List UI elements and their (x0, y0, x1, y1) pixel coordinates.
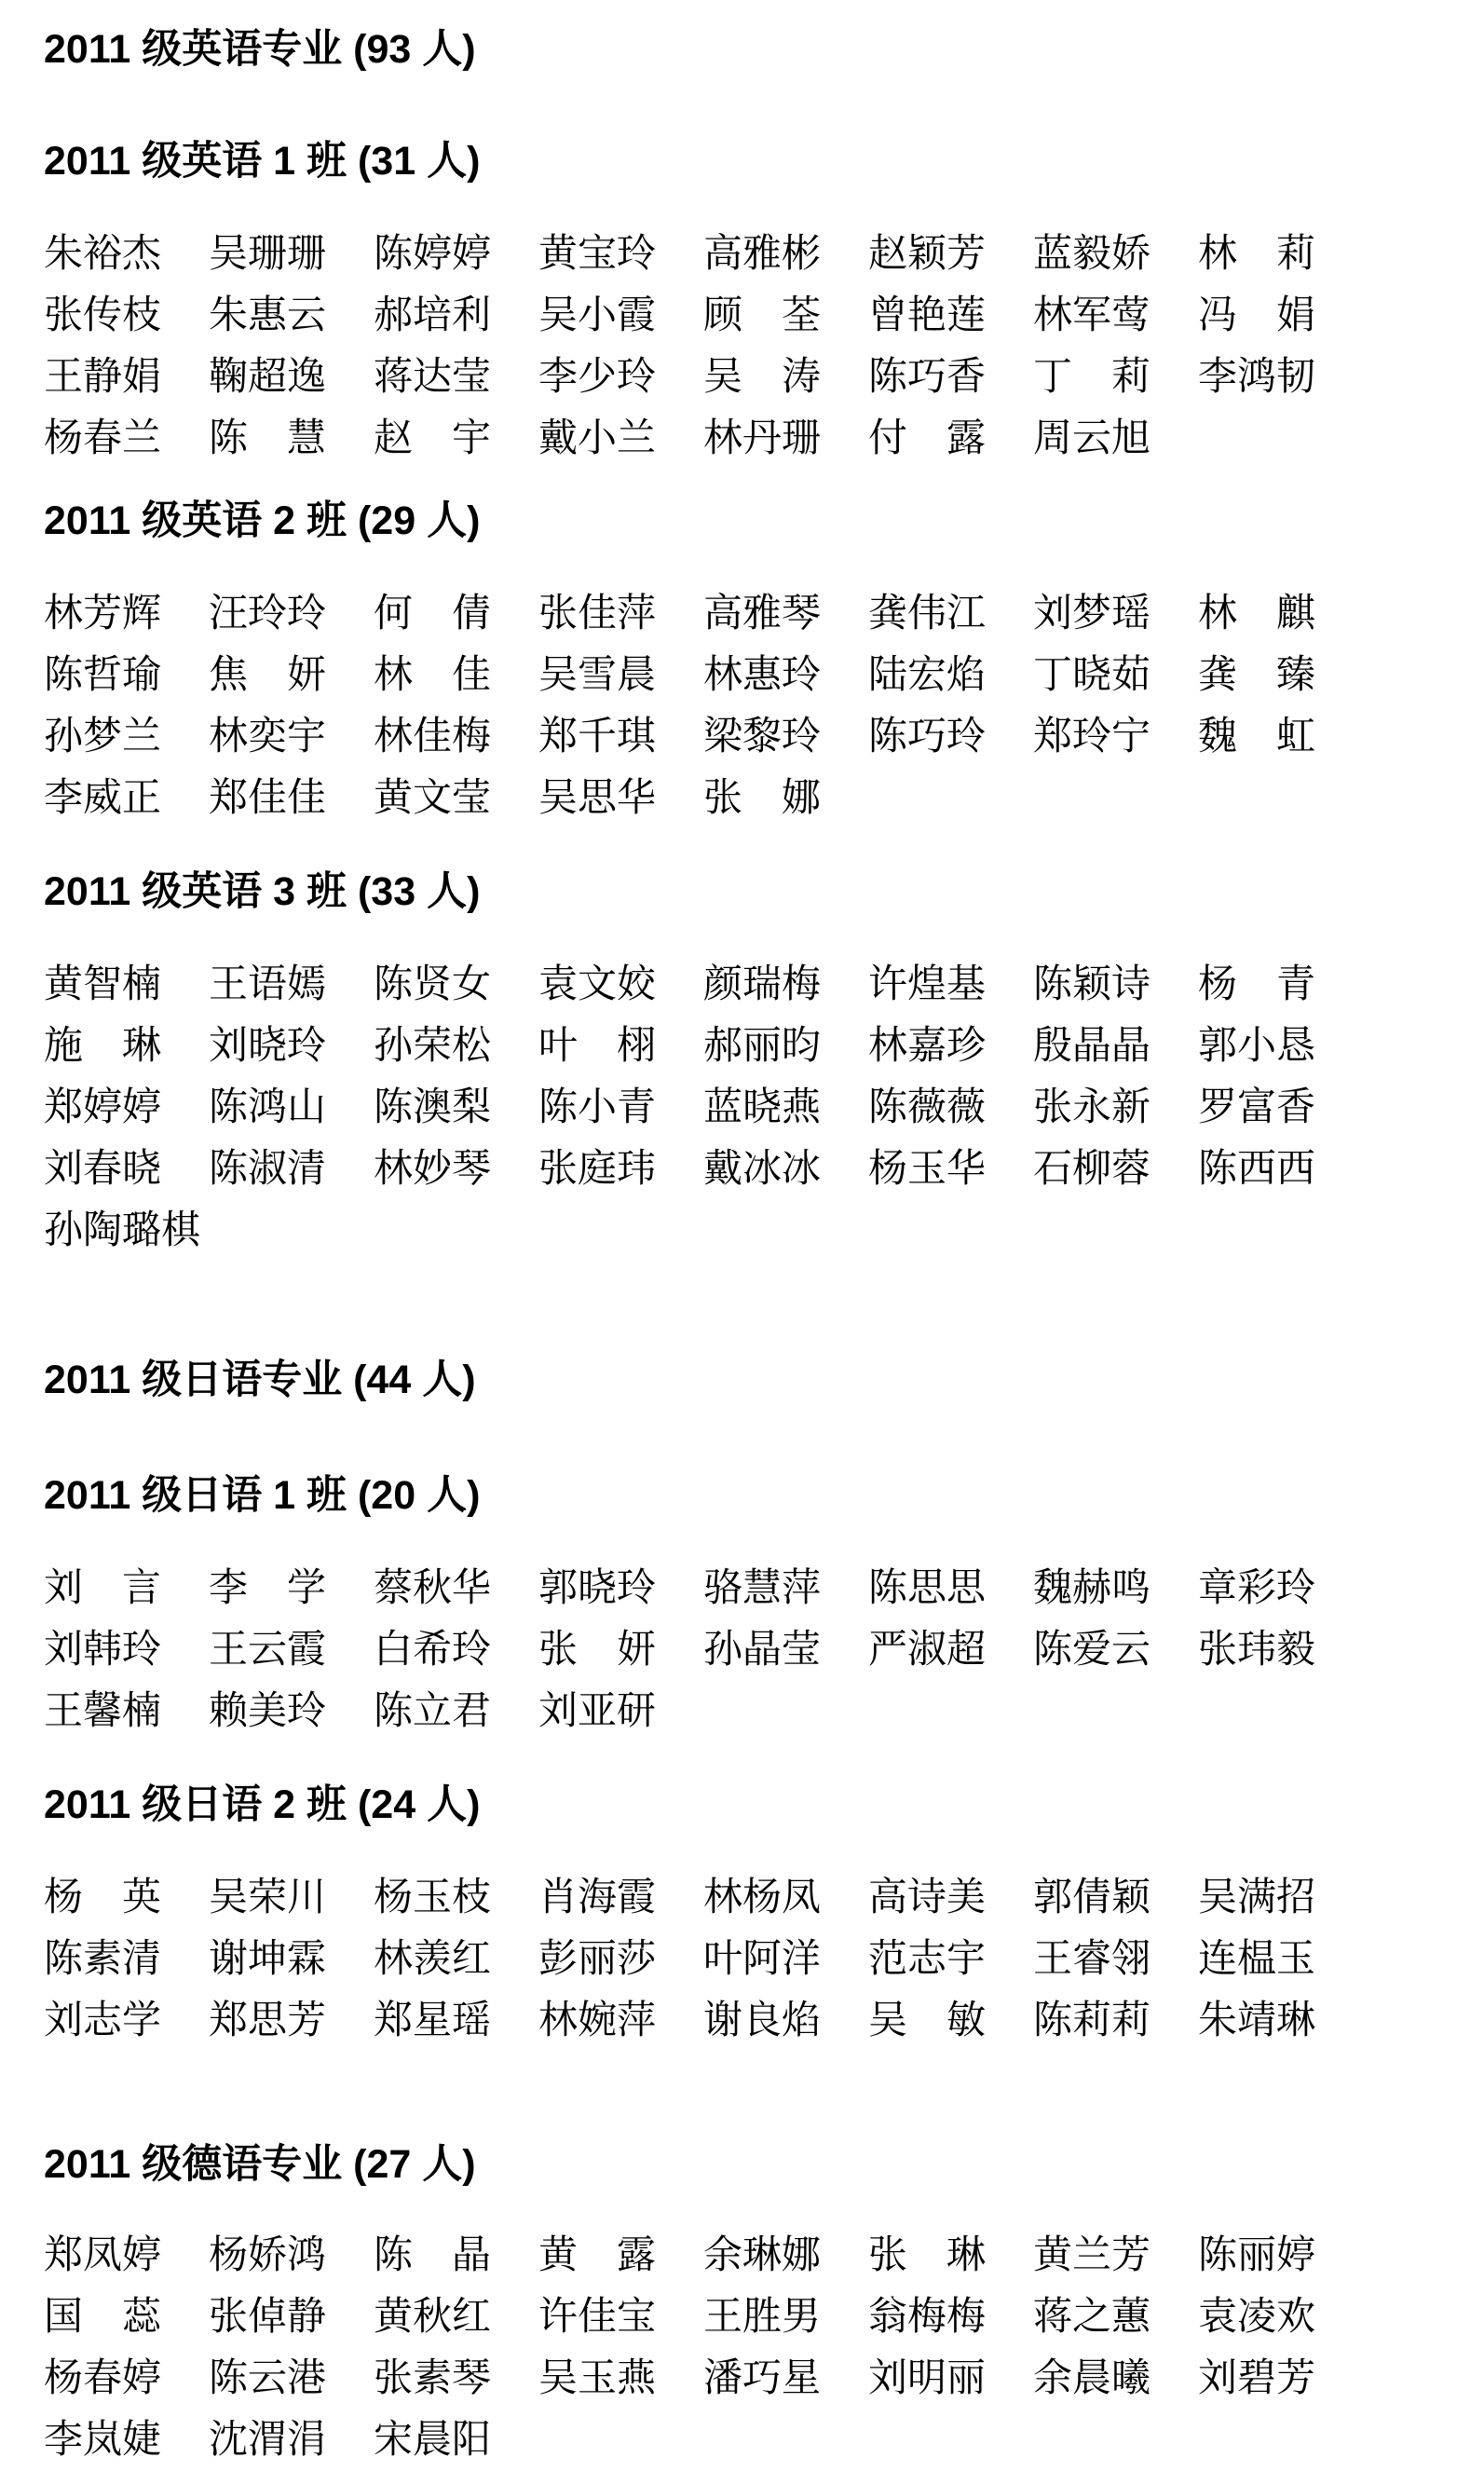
student-name: 陈薇薇 (868, 1086, 987, 1129)
student-name: 王云霞 (209, 1629, 327, 1672)
student-name: 陈颖诗 (1033, 963, 1151, 1006)
class-heading-japanese-2: 2011 级日语 2 班 (24 人) (44, 1782, 481, 1827)
student-name: 吴珊珊 (209, 233, 327, 276)
name-grid-japanese-2 (44, 1867, 1465, 2052)
major-heading-japanese: 2011 级日语专业 (44 人) (44, 1358, 476, 1402)
student-name: 谢坤霖 (209, 1938, 327, 1981)
student-name: 王睿翎 (1033, 1938, 1151, 1981)
student-name: 骆慧萍 (703, 1567, 822, 1610)
student-name: 陈云港 (209, 2357, 327, 2400)
student-name: 陈 晶 (374, 2234, 492, 2277)
student-name: 杨玉枝 (374, 1877, 492, 1919)
class-heading-japanese-1: 2011 级日语 1 班 (20 人) (44, 1473, 481, 1518)
student-name: 余晨曦 (1033, 2357, 1151, 2400)
student-name: 龚伟江 (868, 593, 987, 635)
student-name: 高诗美 (868, 1877, 987, 1919)
student-name: 黄宝玲 (538, 233, 657, 276)
student-name: 刘明丽 (868, 2357, 987, 2400)
student-name: 郭小恳 (1198, 1025, 1316, 1068)
student-name: 范志宇 (868, 1938, 987, 1981)
student-name: 谢良焰 (703, 2000, 822, 2042)
student-name: 袁文姣 (538, 963, 657, 1006)
student-name: 刘碧芳 (1198, 2357, 1316, 2400)
student-name: 陈思思 (868, 1567, 987, 1610)
student-name: 彭丽莎 (538, 1938, 657, 1981)
name-grid-german (44, 2225, 1465, 2471)
student-name: 颜瑞梅 (703, 963, 822, 1006)
student-name: 张倬静 (209, 2296, 327, 2339)
student-name: 付 露 (868, 417, 987, 460)
student-name: 沈渭涓 (209, 2419, 327, 2462)
student-name: 林婉萍 (538, 2000, 657, 2042)
student-name: 刘春晓 (44, 1148, 162, 1191)
student-name: 黄智楠 (44, 963, 162, 1006)
student-name: 施 琳 (44, 1025, 162, 1068)
student-name: 陈巧玲 (868, 716, 987, 758)
student-name: 国 蕊 (44, 2296, 162, 2339)
name-grid-english-1 (44, 224, 1465, 470)
student-name: 郑凤婷 (44, 2234, 162, 2277)
student-name: 林羡红 (374, 1938, 492, 1981)
student-name: 陈鸿山 (209, 1086, 327, 1129)
student-name: 朱裕杰 (44, 233, 162, 276)
student-name: 吴小霞 (538, 294, 657, 337)
student-name: 李少玲 (538, 356, 657, 399)
student-name: 袁凌欢 (1198, 2296, 1316, 2339)
student-name: 赖美玲 (209, 1690, 327, 1733)
student-name: 蓝晓燕 (703, 1086, 822, 1129)
student-name: 黄文莹 (374, 777, 492, 820)
student-name: 林丹珊 (703, 417, 822, 460)
student-name: 许煌基 (868, 963, 987, 1006)
student-name: 郑星瑶 (374, 2000, 492, 2042)
student-name: 曾艳莲 (868, 294, 987, 337)
student-name: 陆宏焰 (868, 654, 987, 697)
student-name: 陈 慧 (209, 417, 327, 460)
student-name: 杨春兰 (44, 417, 162, 460)
student-name: 林芳辉 (44, 593, 162, 635)
student-name: 郑千琪 (538, 716, 657, 758)
student-name: 吴雪晨 (538, 654, 657, 697)
student-name: 陈西西 (1198, 1148, 1316, 1191)
student-name: 刘 言 (44, 1567, 162, 1610)
student-name: 陈丽婷 (1198, 2234, 1316, 2277)
student-name: 叶阿洋 (703, 1938, 822, 1981)
student-name: 魏 虹 (1198, 716, 1316, 758)
student-name: 陈澳梨 (374, 1086, 492, 1129)
student-name: 郝丽昀 (703, 1025, 822, 1068)
student-name: 孙晶莹 (703, 1629, 822, 1672)
student-name: 朱惠云 (209, 294, 327, 337)
student-name: 孙荣松 (374, 1025, 492, 1068)
student-name: 张玮毅 (1198, 1629, 1316, 1672)
student-name: 连榅玉 (1198, 1938, 1316, 1981)
student-name: 张 琳 (868, 2234, 987, 2277)
student-name: 王语嫣 (209, 963, 327, 1006)
student-name: 高雅琴 (703, 593, 822, 635)
student-name: 陈巧香 (868, 356, 987, 399)
student-name: 张 娜 (703, 777, 822, 820)
student-name: 白希玲 (374, 1629, 492, 1672)
student-name: 吴 敏 (868, 2000, 987, 2042)
student-name: 杨玉华 (868, 1148, 987, 1191)
class-heading-english-1: 2011 级英语 1 班 (31 人) (44, 139, 481, 184)
student-name: 吴玉燕 (538, 2357, 657, 2400)
student-name: 李 学 (209, 1567, 327, 1610)
major-heading-english: 2011 级英语专业 (93 人) (44, 27, 476, 72)
class-heading-english-2: 2011 级英语 2 班 (29 人) (44, 498, 481, 543)
student-name: 汪玲玲 (209, 593, 327, 635)
name-grid-english-3 (44, 954, 1465, 1262)
student-name: 黄秋红 (374, 2296, 492, 2339)
student-name: 陈爱云 (1033, 1629, 1151, 1672)
student-name: 叶 栩 (538, 1025, 657, 1068)
student-name: 陈立君 (374, 1690, 492, 1733)
major-heading-german: 2011 级德语专业 (27 人) (44, 2142, 476, 2187)
student-name: 刘亚研 (538, 1690, 657, 1733)
student-name: 潘巧星 (703, 2357, 822, 2400)
student-name: 杨 青 (1198, 963, 1316, 1006)
student-name: 李岚婕 (44, 2419, 162, 2462)
student-name: 周云旭 (1033, 417, 1151, 460)
student-name: 郭倩颖 (1033, 1877, 1151, 1919)
student-name: 孙陶璐棋 (44, 1209, 201, 1252)
student-name: 林佳梅 (374, 716, 492, 758)
student-name: 张庭玮 (538, 1148, 657, 1191)
student-name: 吴 涛 (703, 356, 822, 399)
student-name: 焦 妍 (209, 654, 327, 697)
student-name: 严淑超 (868, 1629, 987, 1672)
student-name: 杨 英 (44, 1877, 162, 1919)
student-name: 戴冰冰 (703, 1148, 822, 1191)
student-name: 林惠玲 (703, 654, 822, 697)
student-name: 翁梅梅 (868, 2296, 987, 2339)
student-name: 吴荣川 (209, 1877, 327, 1919)
student-name: 陈贤女 (374, 963, 492, 1006)
student-name: 张素琴 (374, 2357, 492, 2400)
student-name: 刘志学 (44, 2000, 162, 2042)
student-name: 刘梦瑶 (1033, 593, 1151, 635)
student-name: 何 倩 (374, 593, 492, 635)
student-name: 林奕宇 (209, 716, 327, 758)
student-name: 宋晨阳 (374, 2419, 492, 2462)
student-name: 郑玲宁 (1033, 716, 1151, 758)
student-name: 张永新 (1033, 1086, 1151, 1129)
student-name: 郭晓玲 (538, 1567, 657, 1610)
student-name: 王馨楠 (44, 1690, 162, 1733)
student-name: 林 佳 (374, 654, 492, 697)
student-name: 丁 莉 (1033, 356, 1151, 399)
student-name: 丁晓茹 (1033, 654, 1151, 697)
student-name: 梁黎玲 (703, 716, 822, 758)
student-name: 戴小兰 (538, 417, 657, 460)
student-name: 李威正 (44, 777, 162, 820)
student-name: 林杨凤 (703, 1877, 822, 1919)
student-name: 黄 露 (538, 2234, 657, 2277)
student-name: 杨春婷 (44, 2357, 162, 2400)
student-name: 郑佳佳 (209, 777, 327, 820)
student-name: 吴思华 (538, 777, 657, 820)
student-name: 孙梦兰 (44, 716, 162, 758)
student-name: 陈淑清 (209, 1148, 327, 1191)
student-name: 冯 娟 (1198, 294, 1316, 337)
student-name: 陈婷婷 (374, 233, 492, 276)
student-name: 王胜男 (703, 2296, 822, 2339)
student-name: 朱靖琳 (1198, 2000, 1316, 2042)
name-grid-english-2 (44, 583, 1465, 829)
student-name: 林 麒 (1198, 593, 1316, 635)
student-name: 陈素清 (44, 1938, 162, 1981)
student-name: 李鸿韧 (1198, 356, 1316, 399)
student-name: 刘晓玲 (209, 1025, 327, 1068)
student-name: 刘韩玲 (44, 1629, 162, 1672)
student-name: 张佳萍 (538, 593, 657, 635)
student-name: 陈哲瑜 (44, 654, 162, 697)
student-name: 蔡秋华 (374, 1567, 492, 1610)
student-name: 林军莺 (1033, 294, 1151, 337)
student-name: 郝培利 (374, 294, 492, 337)
student-name: 石柳蓉 (1033, 1148, 1151, 1191)
student-name: 高雅彬 (703, 233, 822, 276)
student-name: 顾 荃 (703, 294, 822, 337)
student-name: 林嘉珍 (868, 1025, 987, 1068)
student-name: 罗富香 (1198, 1086, 1316, 1129)
student-name: 郑婷婷 (44, 1086, 162, 1129)
student-name: 杨娇鸿 (209, 2234, 327, 2277)
name-grid-japanese-1 (44, 1558, 1465, 1742)
student-name: 蒋达莹 (374, 356, 492, 399)
student-name: 殷晶晶 (1033, 1025, 1151, 1068)
student-name: 许佳宝 (538, 2296, 657, 2339)
student-name: 肖海霞 (538, 1877, 657, 1919)
student-name: 张传枝 (44, 294, 162, 337)
student-name: 吴满招 (1198, 1877, 1316, 1919)
student-name: 魏赫鸣 (1033, 1567, 1151, 1610)
student-name: 赵颖芳 (868, 233, 987, 276)
student-name: 郑思芳 (209, 2000, 327, 2042)
student-name: 蓝毅娇 (1033, 233, 1151, 276)
student-name: 龚 臻 (1198, 654, 1316, 697)
student-name: 陈莉莉 (1033, 2000, 1151, 2042)
student-name: 赵 宇 (374, 417, 492, 460)
student-name: 张 妍 (538, 1629, 657, 1672)
student-name: 鞠超逸 (209, 356, 327, 399)
student-name: 蒋之蕙 (1033, 2296, 1151, 2339)
student-name: 陈小青 (538, 1086, 657, 1129)
student-name: 余琳娜 (703, 2234, 822, 2277)
student-name: 王静娟 (44, 356, 162, 399)
student-name: 林 莉 (1198, 233, 1316, 276)
student-name: 章彩玲 (1198, 1567, 1316, 1610)
student-name: 林妙琴 (374, 1148, 492, 1191)
class-heading-english-3: 2011 级英语 3 班 (33 人) (44, 869, 481, 914)
student-name: 黄兰芳 (1033, 2234, 1151, 2277)
